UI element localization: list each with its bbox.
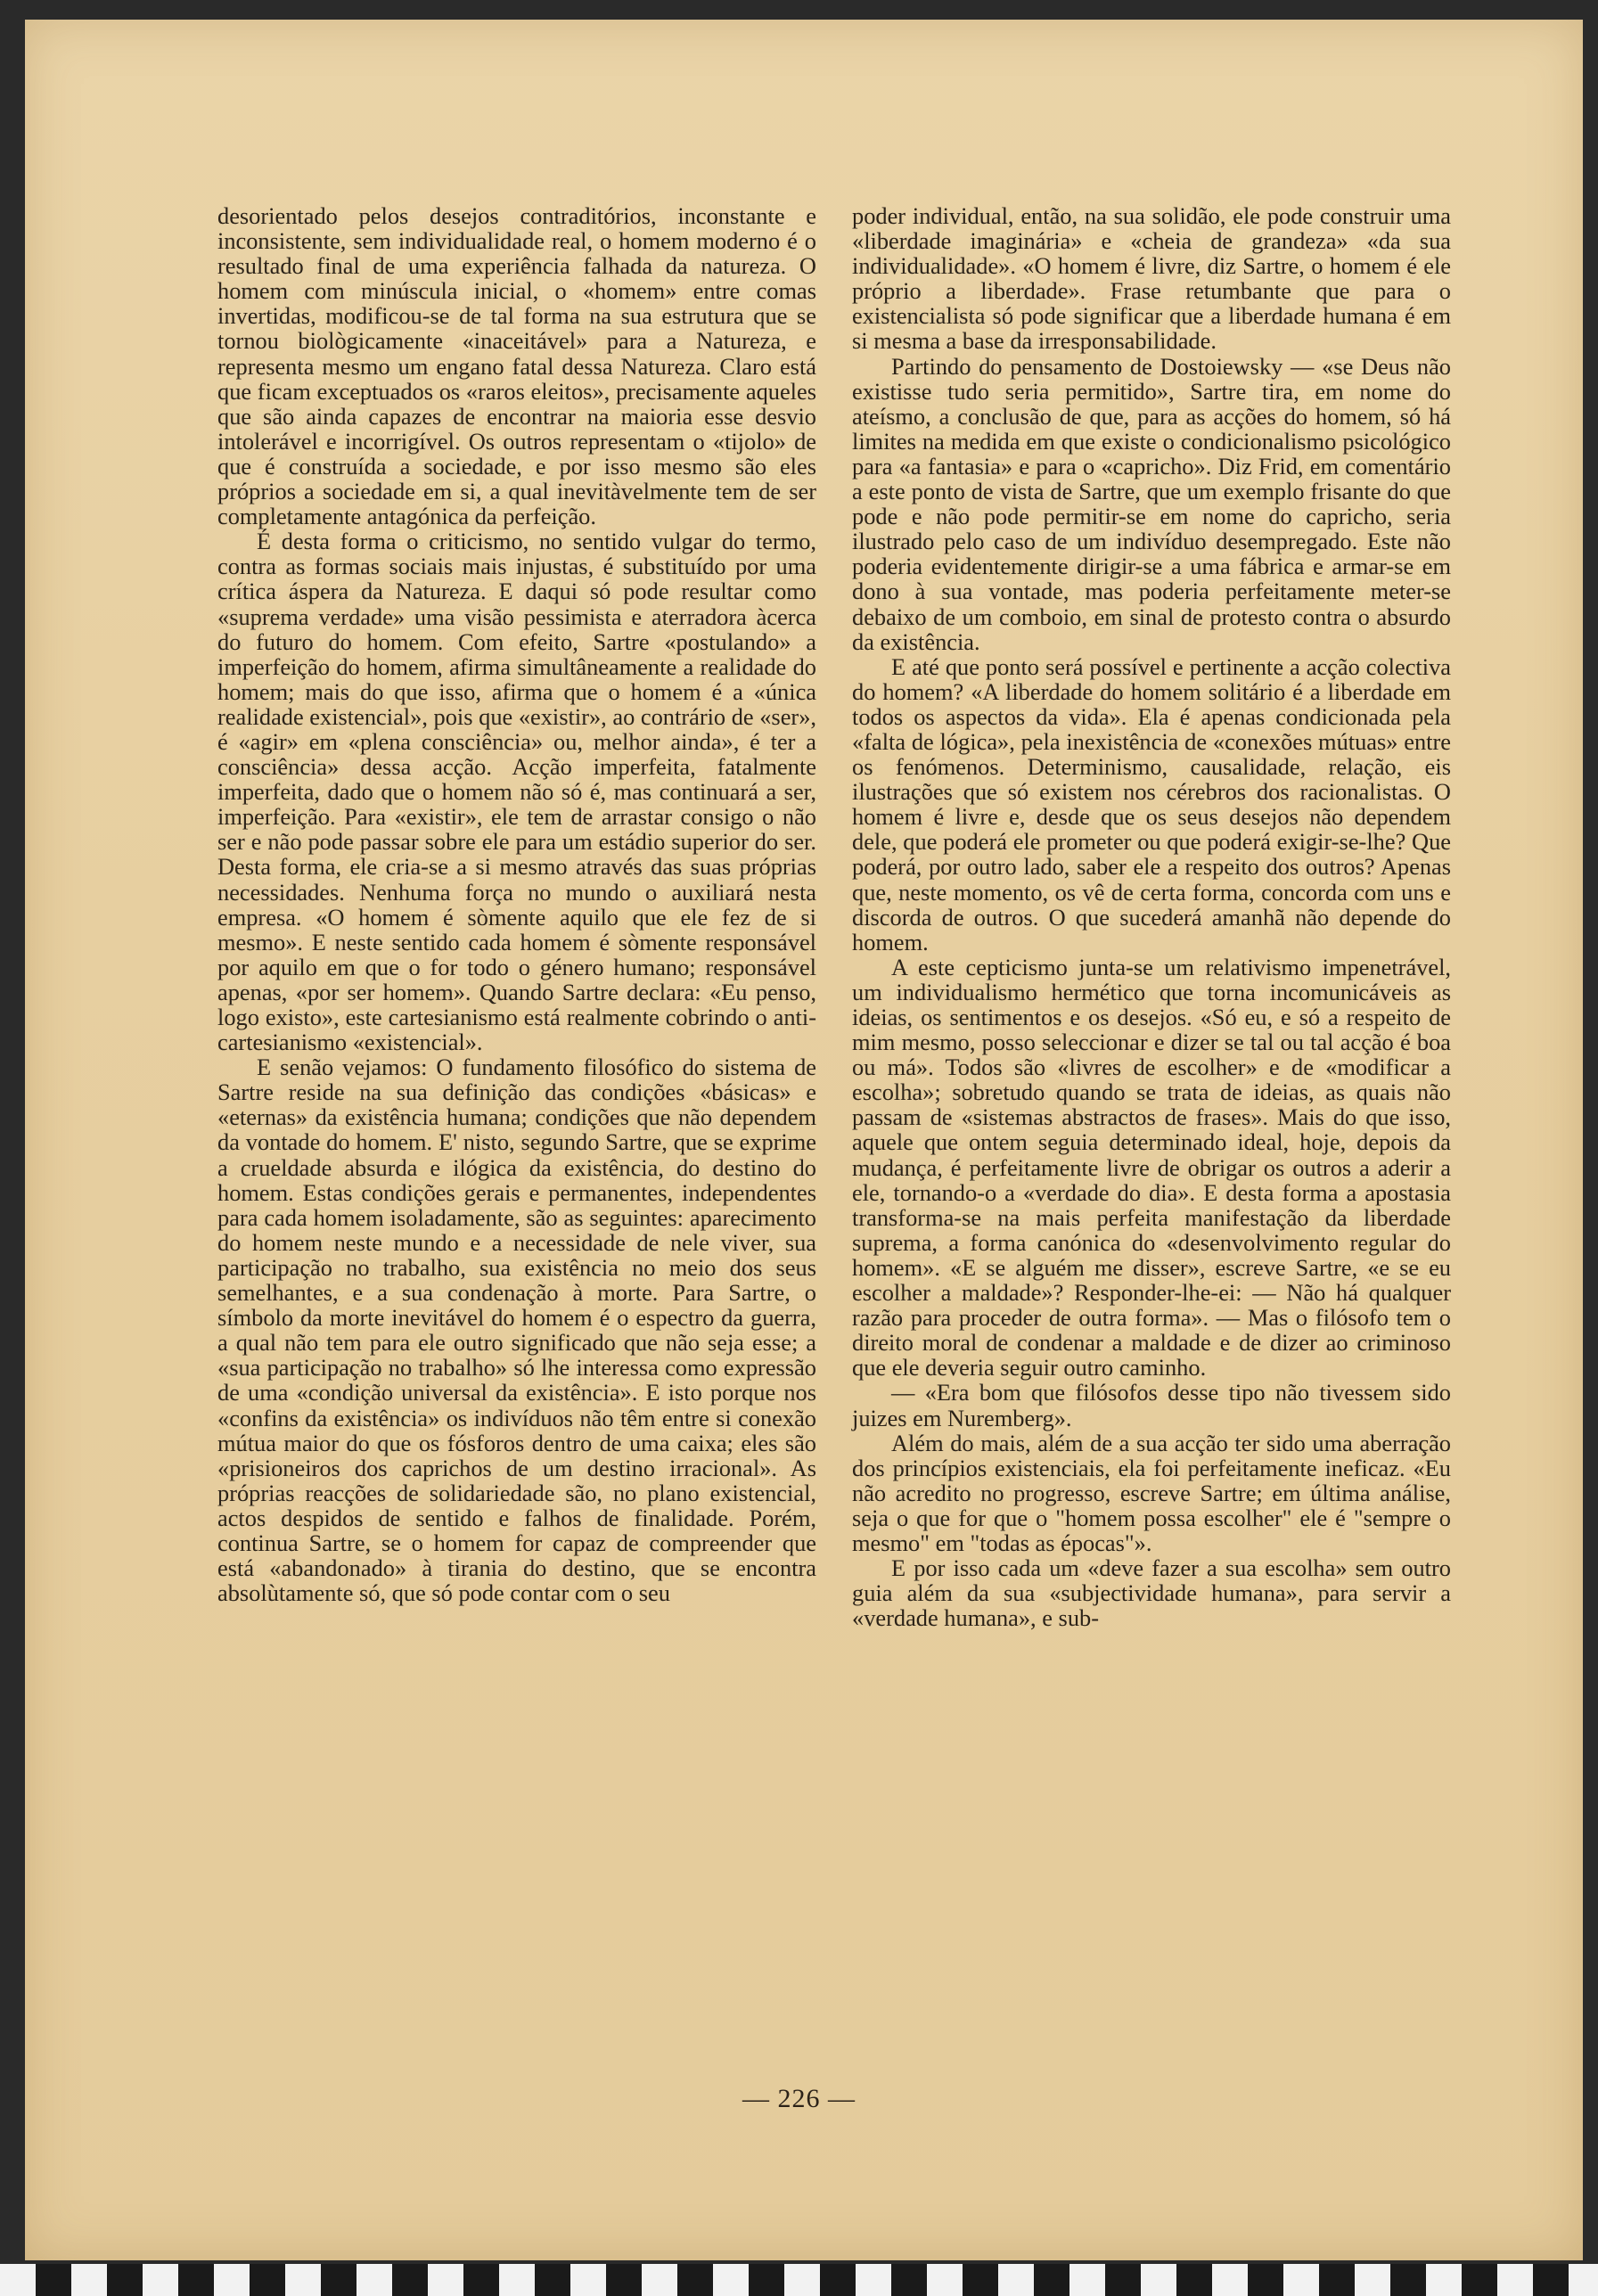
left-column [217,203,816,1605]
paragraph: poder individual, então, na sua solidão, ele pode construir uma «liberdade imaginária» e «cheia de grandeza» «da sua individualidade». «O homem é livre, diz Sartre, o homem é ele próprio a liberdade». Frase retumbante que para o existencialista só pode significar que a liberdade humana é em si mesma a base da irresponsabilidade. [852,202,1451,355]
paragraph: Além do mais, além de a sua acção ter sido uma aberração dos princípios existenciais, ela foi perfeitamente ineficaz. «Eu não acredito no progresso, escreve Sartre; em última análise, seja o que for que o "homem possa escolher" ele é "sempre o mesmo" em "todas as épocas"». [852,1429,1451,1556]
paragraph: Partindo do pensamento de Dostoiewsky — «se Deus não existisse tudo seria permitido», Sartre tira, em nome do ateísmo, a conclusão de que, para as acções do homem, só há limites na medida em que existe o condicionalismo psicológico para «a fantasia» e para o «capricho». Diz Frid, em comentário a este ponto de vista de Sartre, que um exemplo frisante do que pode e não pode permitir-se em nome do capricho, seria ilustrado pelo caso de um indivíduo desempregado. Este não poderia evidentemente dirigir-se a uma fábrica e armar-se em dono à sua vontade, mas poderia perfeitamente meter-se debaixo de um comboio, em sinal de protesto contra o absurdo da existência. [852,352,1451,655]
paragraph: — «Era bom que filósofos desse tipo não tivessem sido juizes em Nuremberg». [852,1379,1451,1431]
paragraph: A este cepticismo junta-se um relativismo impenetrável, um individualismo hermético que torna incomunicáveis as ideias, os sentimentos e os desejos. «Só eu, e só a respeito de mim mesmo, posso seleccionar e dizer se tal ou tal acção é boa ou má». Todos são «livres de escolher» e de «modificar a escolha»; sobretudo quando se trata de ideias, as quais não passam de «sistemas abstractos de frases». Mais do que isso, aquele que ontem seguia determinado ideal, hoje, depois da mudança, é perfeitamente livre de obrigar os outros a aderir a ele, tornando-o a «verdade do dia». E desta forma a apostasia transforma-se na mais perfeita manifestação da liberdade suprema, a forma canónica do «desenvolvimento regular do homem». «E se alguém me disser», escreve Sartre, «e se eu escolher a maldade»? Responder-lhe-ei: — Não há qualquer razão para proceder de outra forma». — Mas o filósofo tem o direito moral de condenar a maldade e de dizer ao criminoso que ele deveria seguir outro caminho. [852,953,1451,1382]
paragraph: E até que ponto será possível e pertinente a acção colectiva do homem? «A liberdade do homem solitário é a liberdade em todos os aspectos da vida». Ela é apenas condicionada pela «falta de lógica», pela inexistência de «conexões mútuas» entre os fenómenos. Determinismo, causalidade, relação, eis ilustrações que só existem nos cérebros dos racionalistas. O homem é livre e, desde que os seus desejos não dependem dele, que poderá ele prometer ou que poderá exigir-se-lhe? Que poderá, por outro lado, saber ele a respeito dos outros? Apenas que, neste momento, os vê de certa forma, concorda com uns e discorda de outros. O que sucederá amanhã não depende do homem. [852,652,1451,955]
paragraph: E senão vejamos: O fundamento filosófico do sistema de Sartre reside na sua definição das condições «básicas» e «eternas» da existência humana; condições que não dependem da vontade do homem. E' nisto, segundo Sartre, que se exprime a crueldade absurda e ilógica da existência, do destino do homem. Estas condições gerais e permanentes, independentes para cada homem isoladamente, são as seguintes: aparecimento do homem neste mundo e a necessidade de nele viver, sua participação no trabalho, sua existência no meio dos seus semelhantes, e a sua condenação à morte. Para Sartre, o símbolo da morte inevitável do homem é o espectro da guerra, a qual não tem para ele outro significado que não seja esse; a «sua participação no trabalho» só lhe interessa como expressão de uma «condição universal da existência». E isto porque nos «confins da existência» os indivíduos não têm entre si conexão mútua maior do que os fósforos dentro de uma caixa; eles são «prisioneiros dos caprichos de um destino irracional». As próprias reacções de solidariedade são, no plano existencial, actos despidos de sentido e falhos de finalidade. Porém, continua Sartre, se o homem for capaz de compreender que está «abandonado» à tirania do destino, que se encontra absolùtamente só, que só pode contar com o seu [217,1054,816,1607]
paragraph: desorientado pelos desejos contraditórios, inconstante e inconsistente, sem individualidade real, o homem moderno é o resultado final de uma experiência falhada da natureza. O homem com minúscula inicial, o «homem» entre comas invertidas, modificou-se de tal forma na sua estrutura que se tornou biològicamente «inaceitável» para a Natureza, e representa mesmo um engano fatal dessa Natureza. Claro está que ficam exceptuados os «raros eleitos», precisamente aqueles que são ainda capazes de encontrar na maioria esse desvio intolerável e incorrigível. Os outros representam o «tijolo» de que é construída a sociedade, e por isso mesmo são eles próprios a sociedade em si, a qual inevitàvelmente tem de ser completamente antagónica da perfeição. [217,202,816,530]
right-column [852,203,1451,1630]
page-number: — 226 — [742,2084,856,2113]
color-scale-bar [0,2264,1598,2296]
paragraph: E por isso cada um «deve fazer a sua escolha» sem outro guia além da sua «subjectividade humana», para servir a «verdade humana», e sub- [852,1554,1451,1632]
paragraph: É desta forma o criticismo, no sentido vulgar do termo, contra as formas sociais mais injustas, é substituído por uma crítica áspera da Natureza. E daqui só pode resultar como «suprema verdade» uma visão pessimista e aterradora àcerca do futuro do homem. Com efeito, Sartre «postulando» a imperfeição do homem, afirma simultâneamente a realidade do homem; mais do que isso, afirma que o homem é a «única realidade existencial», pois que «existir», ao contrário de «ser», é «agir» em «plena consciência» ou, melhor ainda», é ter a consciência» dessa acção. Acção imperfeita, fatalmente imperfeita, dado que o homem não só é, mas continuará a ser, imperfeição. Para «existir», ele tem de arrastar consigo o não ser e não pode passar sobre ele para um estádio superior do ser. Desta forma, ele cria-se a si mesmo através das suas próprias necessidades. Nenhuma força no mundo o auxiliará nesta empresa. «O homem é sòmente aquilo que ele fez de si mesmo». E neste sentido cada homem é sòmente responsável por aquilo em que o for todo o género humano; responsável apenas, «por ser homem». Quando Sartre declara: «Eu penso, logo existo», este cartesianismo está realmente cobrindo o anti-cartesianismo «existencial». [217,528,816,1056]
